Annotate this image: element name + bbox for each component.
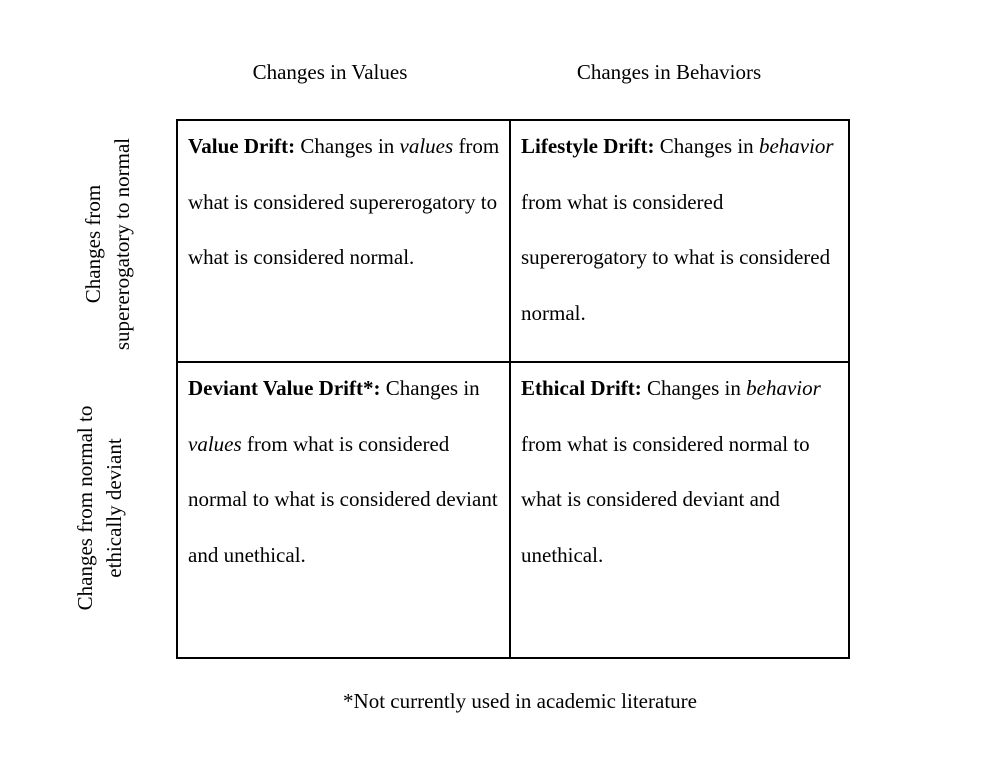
footnote: *Not currently used in academic literature [343, 689, 697, 713]
cell-text: Changes in [654, 134, 759, 158]
row-header-line: Changes from normal to [73, 405, 97, 611]
cell-emphasis: values [188, 431, 242, 456]
cell-emphasis: behavior [758, 134, 834, 158]
grid-divider-vertical [509, 121, 511, 657]
cell-term: Deviant Value Drift*: [188, 376, 381, 400]
row-header-line: supererogatory to normal [110, 137, 134, 351]
cell-deviant-value-drift [188, 361, 506, 583]
cell-ethical-drift [521, 361, 847, 583]
cell-text: Changes in [380, 376, 480, 400]
row-header-normal-to-deviant [71, 378, 129, 638]
cell-emphasis: behavior [746, 376, 821, 400]
cell-term: Value Drift: [188, 134, 296, 158]
cell-text: Changes in [641, 376, 747, 400]
cell-lifestyle-drift [521, 119, 843, 341]
row-header-line: ethically deviant [102, 438, 126, 578]
cell-text: from what is considered normal to what is considered deviant and unethical. [521, 431, 810, 567]
cell-text: from what is considered normal to what is considered deviant and unethical. [188, 431, 498, 567]
cell-term: Ethical Drift: [521, 376, 642, 400]
cell-text: Changes in [295, 134, 400, 158]
cell-emphasis: values [399, 134, 454, 158]
cell-text: from what is considered supererogatory to what is considered normal. [188, 134, 500, 269]
cell-value-drift [188, 119, 506, 286]
cell-term: Lifestyle Drift: [521, 134, 655, 158]
row-header-supererogatory-to-normal [79, 114, 137, 374]
cell-text: from what is considered supererogatory to what is considered normal. [521, 189, 831, 325]
row-header-line: Changes from [81, 184, 105, 304]
drift-matrix [176, 119, 850, 659]
column-header-behaviors: Changes in Behaviors [576, 60, 762, 84]
column-header-values: Changes in Values [252, 60, 408, 84]
